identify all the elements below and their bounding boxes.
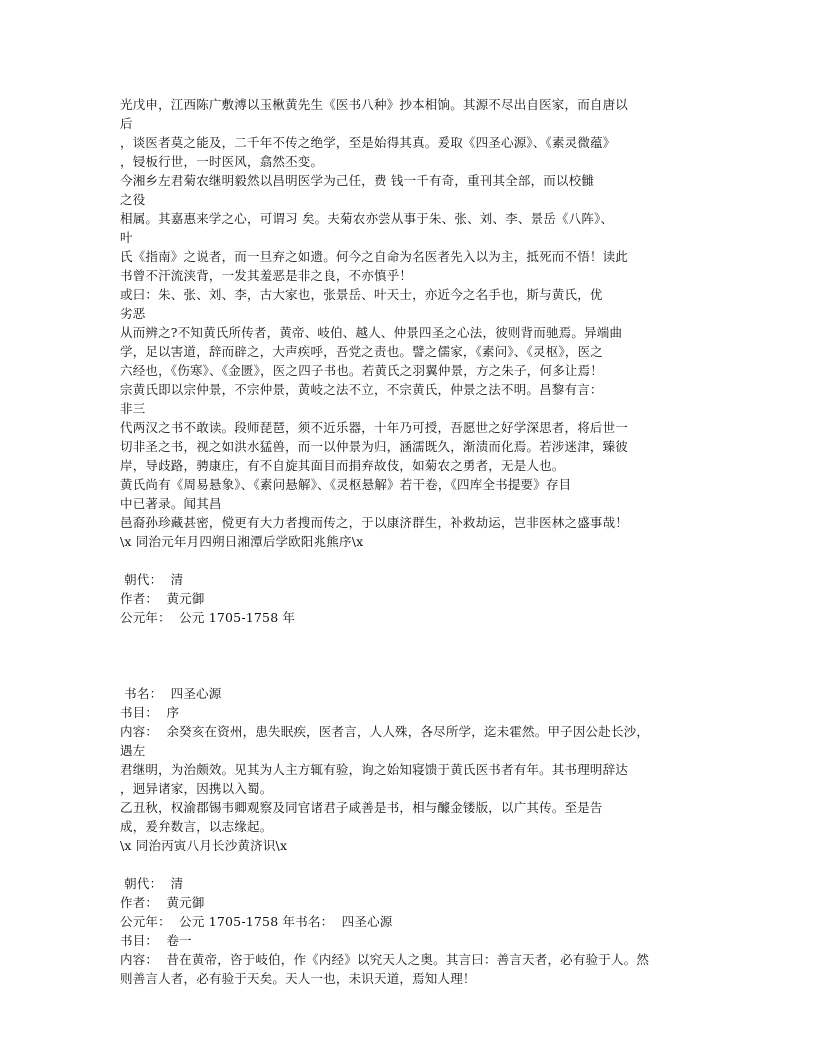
era-line: 公元年： 公元 1705-1758 年书名： 四圣心源: [120, 914, 393, 929]
book-title-line: 书名： 四圣心源: [120, 686, 222, 701]
text-line: 中已著录。闻其昌: [120, 496, 222, 511]
text-line: 邑裔孙珍藏甚密，傥更有大力者搜而传之，于以康济群生，补救劫运，岂非医林之盛事哉！: [120, 515, 629, 530]
author-line: 作者： 黄元御: [120, 895, 205, 910]
preface-section: [120, 95, 700, 627]
content-line: ，迥异诸家，因携以入蜀。: [120, 781, 273, 796]
spacer: [120, 551, 700, 570]
spacer: [120, 855, 700, 874]
text-line: 光戊申，江西陈广敷溥以玉楸黄先生《医书八种》抄本相饷。其源不尽出自医家，而自唐以: [120, 97, 629, 112]
text-line: 宗黄氏即以宗仲景，不宗仲景，黄岐之法不立，不宗黄氏，仲景之法不明。昌黎有言：: [120, 382, 603, 397]
text-line: 叶: [120, 230, 133, 245]
text-line: 岸，导歧路，骋康庄，有不自旋其面目而捐弃故伎，如菊农之勇者，无是人也。: [120, 458, 565, 473]
content-line: 君继明，为治颇效。见其为人主方辄有验，询之始知寝馈于黄氏医书者有年。其书理明辞达: [120, 762, 629, 777]
text-line: 学，足以害道，辞而辟之，大声疾呼，吾党之责也。譬之儒家，《素问》、《灵枢》，医之: [120, 344, 604, 359]
text-line: ，锓板行世，一时医风，翕然丕变。: [120, 154, 324, 169]
text-line: 或曰：朱、张、刘、李，古大家也，张景岳、叶天士，亦近今之名手也，斯与黄氏，优: [120, 287, 603, 302]
content-line: 遇左: [120, 743, 146, 758]
spacer: [120, 627, 700, 684]
content-line: 则善言人者，必有验于天矣。天人一也，未识天道，焉知人理！: [120, 971, 476, 986]
text-line: 相属。其嘉惠来学之心，可谓习 矣。夫菊农亦尝从事于朱、张、刘、李、景岳《八阵》、: [120, 211, 614, 226]
text-line: 黄氏尚有《周易悬象》、《素问悬解》、《灵枢悬解》若干卷，《四库全书提要》存目: [120, 477, 572, 492]
text-line: 氏《指南》之说者，而一旦弃之如遗。何今之自命为名医者先入以为主，抵死而不悟！读此: [120, 249, 629, 264]
content-line: 成，爰弁数言，以志缘起。: [120, 819, 273, 834]
signature-line: \x 同治元年月四朔日湘潭后学欧阳兆熊序\x: [120, 534, 364, 549]
text-line: 切非圣之书，视之如洪水猛兽，而一以仲景为归，涵濡既久，渐渍而化焉。若涉迷津，臻彼: [120, 439, 629, 454]
content-line: 内容： 余癸亥在资州，患失眠疾，医者言，人人殊，各尽所学，迄未霍然。甲子因公赴长沙，: [120, 724, 650, 739]
book-section: [120, 684, 700, 931]
text-line: 后: [120, 116, 133, 131]
signature-line: \x 同治丙寅八月长沙黄济识\x: [120, 838, 288, 853]
text-line: 非三: [120, 401, 146, 416]
text-line: ，谈医者莫之能及，二千年不传之绝学，至是始得其真。爰取《四圣心源》、《素灵微蕴》: [120, 135, 616, 150]
chapter-section: [120, 931, 700, 988]
content-line: 乙丑秋，权渝郡锡韦卿观察及同官诸君子咸善是书，相与醵金镂版，以广其传。至是告: [120, 800, 603, 815]
text-line: 代两汉之书不敢读。段师琵琶，须不近乐器，十年乃可授，吾愿世之好学深思者，将后世一: [120, 420, 629, 435]
text-line: 今湘乡左君菊农继明毅然以昌明医学为己任，费 钱一千有奇，重刊其全部，而以校雠: [120, 173, 595, 188]
author-line: 作者： 黄元御: [120, 591, 205, 606]
text-line: 从而辨之?不知黄氏所传者，黄帝、岐伯、越人、仲景四圣之心法，彼则背而驰焉。异端曲: [120, 325, 623, 340]
dynasty-line: 朝代： 清: [120, 572, 184, 587]
text-line: 劣恶: [120, 306, 146, 321]
era-line: 公元年： 公元 1705-1758 年: [120, 610, 296, 625]
catalog-line: 书目： 序: [120, 705, 180, 720]
catalog-line: 书目： 卷一: [120, 933, 192, 948]
text-line: 之役: [120, 192, 146, 207]
text-line: 书曾不汗流浃背，一发其羞恶是非之良，不亦慎乎！: [120, 268, 413, 283]
content-line: 内容： 昔在黄帝，咨于岐伯，作《内经》以究天人之奥。其言曰：善言天者，必有验于人。然: [120, 952, 650, 967]
document-page: [120, 95, 700, 988]
text-line: 六经也，《伤寒》、《金匮》，医之四子书也。若黄氏之羽翼仲景，方之朱子，何多让焉！: [120, 363, 604, 378]
dynasty-line: 朝代： 清: [120, 876, 184, 891]
